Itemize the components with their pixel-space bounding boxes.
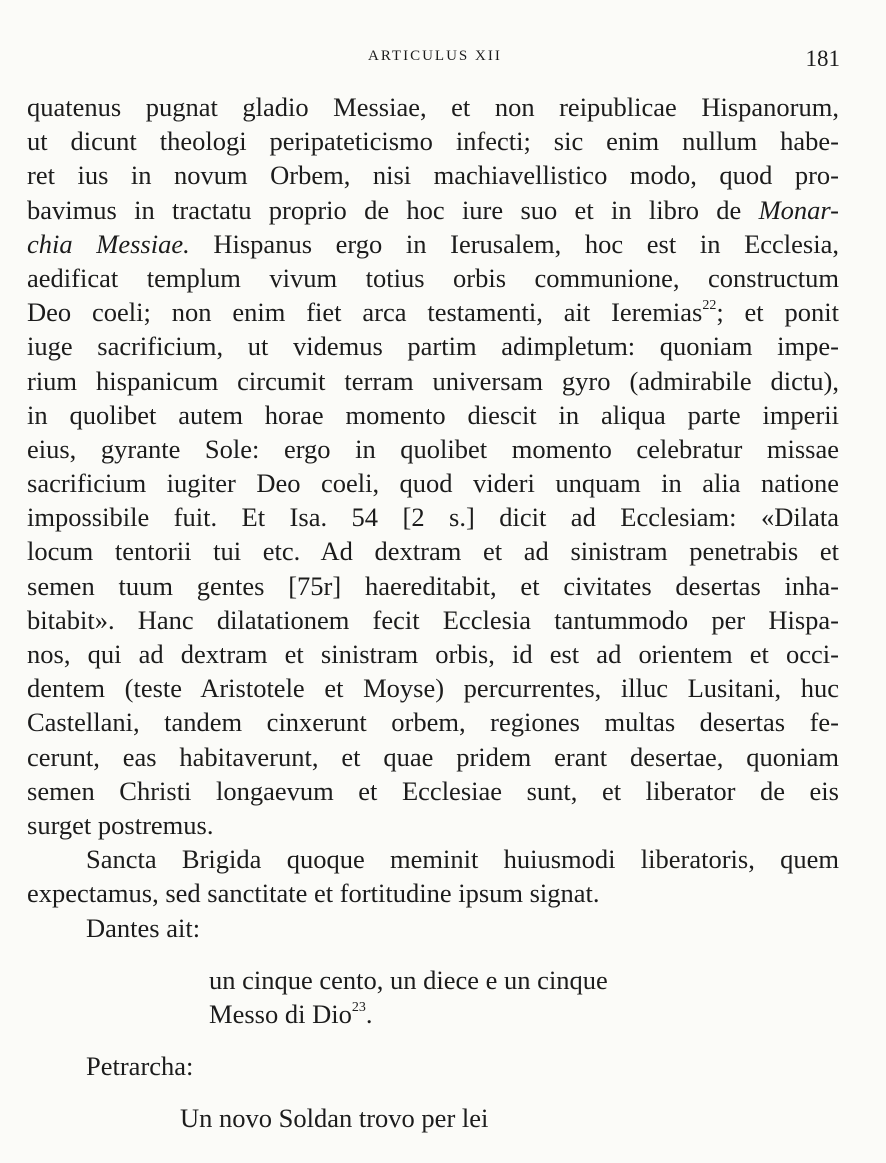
text-run: ; et ponit [716,297,839,328]
text-line: bitabit». Hanc dilatationem fecit Ecclesia tantummodo per Hispa- [27,604,839,635]
text-line: Sancta Brigida quoque meminit huiusmodi liberatoris, quem [86,844,839,875]
body-text [27,90,839,1135]
spacer [27,1031,839,1049]
text-line [27,227,839,261]
text-line: in quolibet autem horae momento diescit in aliqua parte imperii [27,399,839,430]
text-line: rium hispanicum circumit terram universam gyro (admirabile dictu), [27,365,839,396]
text-line: surget postremus. [27,809,214,840]
footnote-ref: 23 [351,999,366,1015]
text-line: iuge sacrificium, ut videmus partim adimpletum: quoniam impe- [27,331,839,362]
spacer [27,945,839,963]
text-line: cerunt, eas habitaverunt, et quae pridem erant desertae, quoniam [27,741,839,772]
spacer [27,1083,839,1101]
text-line: locum tentorii tui etc. Ad dextram et ad sinistram penetrabis et [27,536,839,567]
text-line: semen tuum gentes [75r] haereditabit, et civitates desertas inha- [27,570,839,601]
footnote-ref: 22 [702,298,717,314]
page-number: 181 [805,46,840,71]
running-head [0,46,886,70]
quote-label: Dantes ait: [86,912,201,943]
italic-title: Monar- [758,194,839,225]
text-line: dentem (teste Aristotele et Moyse) percurrentes, illuc Lusitani, huc [27,673,839,704]
text-line [27,193,839,227]
verse-line: Un novo Soldan trovo per lei [180,1103,489,1134]
text-line: aedificat templum vivum totius orbis communione, constructum [27,262,839,293]
text-line: expectamus, sed sanctitate et fortitudine ipsum signat. [27,878,600,909]
running-title: ARTICULUS XII [368,48,502,64]
text-line: quatenus pugnat gladio Messiae, et non reipublicae Hispanorum, [27,92,839,122]
italic-title: chia Messiae. [27,228,190,259]
verse-line: un cinque cento, un diece e un cinque [209,964,608,995]
text-run: . [365,998,373,1029]
text-line: Castellani, tandem cinxerunt orbem, regiones multas desertas fe- [27,707,839,738]
text-run: Deo coeli; non enim fiet arca testamenti, ait Ieremias [27,297,703,328]
text-run: Messo di Dio [209,998,352,1029]
text-line: semen Christi longaevum et Ecclesiae sunt, et liberator de eis [27,775,839,806]
text-run: Hispanus ergo in Ierusalem, hoc est in Ecclesia, [189,228,839,259]
text-line: ut dicunt theologi peripateticismo infecti; sic enim nullum habe- [27,126,839,157]
text-line [27,295,839,329]
text-line: impossibile fuit. Et Isa. 54 [2 s.] dicit ad Ecclesiam: «Dilata [27,502,839,533]
text-line: ret ius in novum Orbem, nisi machiavellistico modo, quod pro- [27,160,839,191]
text-line: sacrificium iugiter Deo coeli, quod videri unquam in alia natione [27,468,839,499]
text-line: nos, qui ad dextram et sinistram orbis, id est ad orientem et occi- [27,639,839,669]
text-line: eius, gyrante Sole: ergo in quolibet momento celebratur missae [27,433,839,464]
verse-line [27,997,839,1031]
text-run: bavimus in tractatu proprio de hoc iure suo et in libro de [27,194,759,225]
quote-label: Petrarcha: [86,1051,194,1082]
